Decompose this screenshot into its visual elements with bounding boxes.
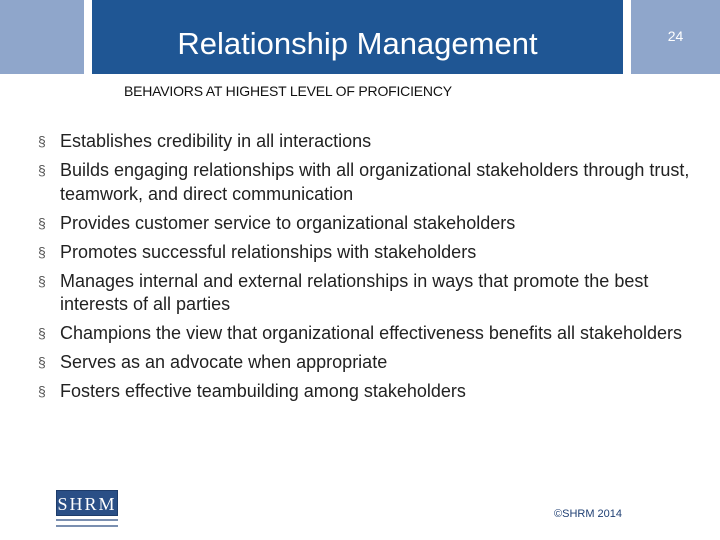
shrm-logo-text: SHRM (57, 494, 117, 514)
bullet-marker: § (38, 325, 46, 341)
bullet-marker: § (38, 383, 46, 399)
bullet-text: Manages internal and external relationships in ways that promote the best interests of all parties (60, 270, 649, 314)
bullet-text: Champions the view that organizational effectiveness benefits all stakeholders (60, 323, 683, 343)
slide-title: Relationship Management (177, 26, 538, 61)
bullet-text: Provides customer service to organizational stakeholders (60, 212, 516, 233)
section-subtitle: BEHAVIORS AT HIGHEST LEVEL OF PROFICIENCY (124, 83, 452, 99)
bullet-item (36, 351, 706, 375)
bullet-item (36, 159, 706, 206)
shrm-logo-box (56, 490, 118, 516)
bullet-marker: § (38, 243, 46, 260)
copyright-text: ©SHRM 2014 (554, 508, 623, 520)
shrm-logo (56, 490, 120, 530)
bullet-marker: § (38, 354, 46, 370)
bullet-item (36, 322, 706, 346)
bullet-item (36, 130, 706, 154)
bullet-text: Establishes credibility in all interactions (60, 131, 372, 151)
header-left-block (0, 0, 84, 74)
bullet-text: Fosters effective teambuilding among stakeholders (60, 381, 466, 401)
page-number: 24 (667, 28, 684, 44)
bullet-list (36, 130, 706, 409)
bullet-text: Promotes successful relationships with stakeholders (60, 241, 477, 262)
bullet-marker: § (38, 162, 46, 178)
bullet-text: Serves as an advocate when appropriate (60, 352, 388, 372)
logo-tagline-line (56, 519, 118, 521)
bullet-item (36, 270, 706, 317)
bullet-marker: § (38, 272, 46, 289)
bullet-item (36, 241, 706, 265)
logo-tagline-line (56, 525, 118, 527)
bullet-item (36, 380, 706, 404)
bullet-marker: § (38, 133, 46, 149)
bullet-item (36, 212, 706, 236)
bullet-marker: § (38, 214, 46, 231)
bullet-text: Builds engaging relationships with all organizational stakeholders through trust, teamwork, and direct communication (60, 160, 690, 204)
